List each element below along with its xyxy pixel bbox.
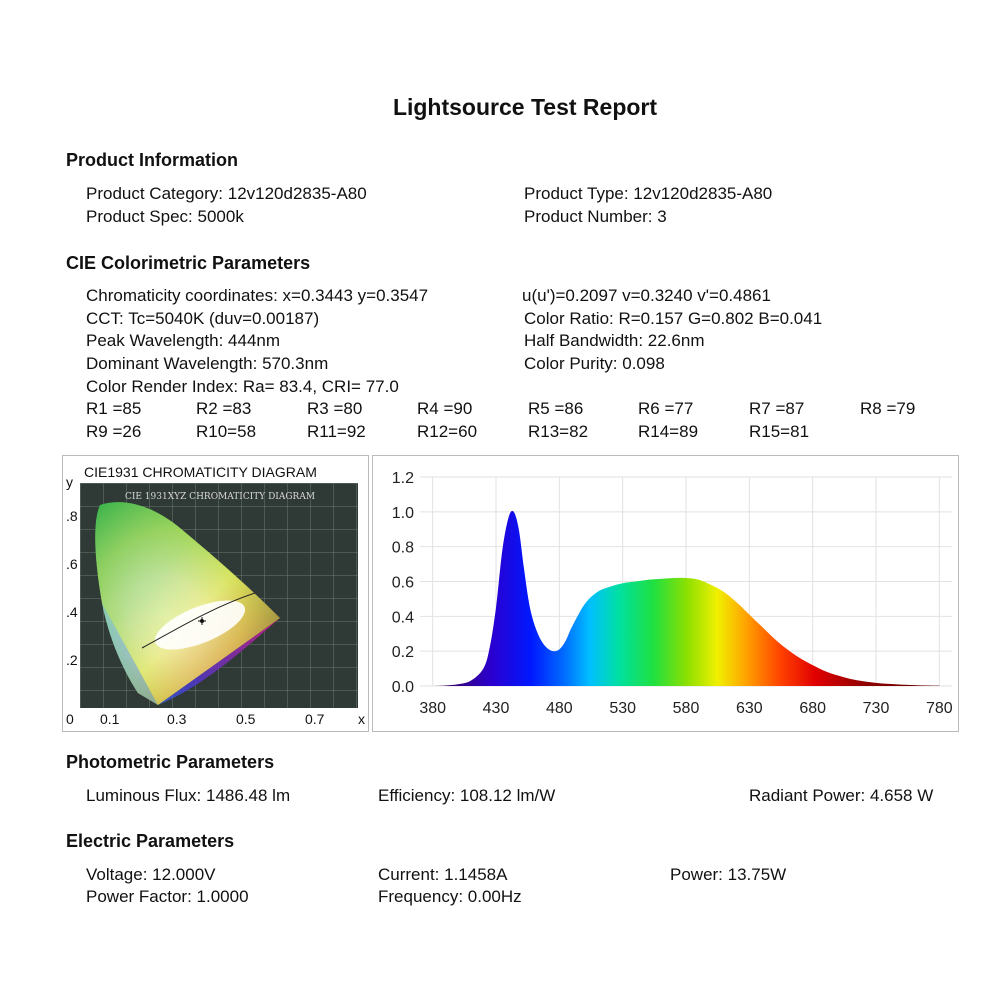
uv-coordinates: u(u')=0.2097 v=0.3240 v'=0.4861 [522,286,771,305]
product-info-heading: Product Information [66,150,238,170]
cie-chromaticity-image [80,483,358,708]
cie-inner-caption: CIE 1931XYZ CHROMATICITY DIAGRAM [124,492,316,502]
r-value: R9 =26 [86,422,142,441]
dominant-wavelength: Dominant Wavelength: 570.3nm [86,354,329,373]
color-ratio: Color Ratio: R=0.157 G=0.802 B=0.041 [524,309,823,328]
y-tick-label: 0.2 [391,644,414,662]
r-value: R15=81 [749,422,810,441]
chromaticity-coordinates: Chromaticity coordinates: x=0.3443 y=0.3547 [86,286,429,305]
cie-y-tick: .4 [66,604,78,620]
cie-x-tick: 0.1 [100,711,120,727]
product-type: Product Type: 12v120d2835-A80 [524,184,773,203]
x-tick-label: 480 [545,700,573,717]
r-value: R7 =87 [749,399,805,418]
product-spec: Product Spec: 5000k [86,207,244,226]
r-value: R1 =85 [86,399,142,418]
cie-y-axis-label: y [66,474,73,490]
y-tick-label: 0.4 [391,609,414,627]
power: Power: 13.75W [670,865,787,884]
electric-heading: Electric Parameters [66,831,235,851]
x-tick-label: 780 [925,700,953,717]
cie-y-tick: .8 [66,508,78,524]
r-value: R2 =83 [196,399,252,418]
r-value: R14=89 [638,422,699,441]
product-number: Product Number: 3 [524,207,667,226]
current: Current: 1.1458A [378,865,508,884]
half-bandwidth: Half Bandwidth: 22.6nm [524,331,705,350]
y-tick-label: 0.8 [391,539,414,557]
r-value: R6 =77 [638,399,694,418]
cie-x-tick: 0.3 [167,711,187,727]
x-tick-label: 680 [799,700,827,717]
cie-x-tick: 0 [66,711,74,727]
y-tick-label: 1.0 [391,504,414,522]
luminous-flux: Luminous Flux: 1486.48 lm [86,786,291,805]
y-tick-label: 1.2 [391,470,414,487]
cie-x-axis-label: x [358,711,365,727]
radiant-power: Radiant Power: 4.658 W [749,786,934,805]
photometric-heading: Photometric Parameters [66,752,275,772]
efficiency: Efficiency: 108.12 lm/W [378,786,556,805]
peak-wavelength: Peak Wavelength: 444nm [86,331,281,350]
voltage: Voltage: 12.000V [86,865,216,884]
r-value: R10=58 [196,422,257,441]
x-tick-label: 530 [609,700,637,717]
r-value: R3 =80 [307,399,363,418]
cie-y-tick: .6 [66,556,78,572]
cie-y-tick: .2 [66,652,78,668]
r-value: R5 =86 [528,399,584,418]
product-category: Product Category: 12v120d2835-A80 [86,184,367,203]
cie-diagram-title: CIE1931 CHROMATICITY DIAGRAM [84,464,317,480]
x-tick-label: 730 [862,700,890,717]
report-title: Lightsource Test Report [392,94,658,120]
r-value: R8 =79 [860,399,916,418]
cie-params-heading: CIE Colorimetric Parameters [66,253,311,273]
y-axis-ticks [392,470,414,696]
r-value: R12=60 [417,422,478,441]
spectral-distribution-chart [380,462,960,724]
color-render-index: Color Render Index: Ra= 83.4, CRI= 77.0 [86,377,399,396]
cie-x-tick: 0.5 [236,711,256,727]
r-value: R13=82 [528,422,589,441]
frequency: Frequency: 0.00Hz [378,887,522,906]
color-purity: Color Purity: 0.098 [524,354,665,373]
cct-value: CCT: Tc=5040K (duv=0.00187) [86,309,320,328]
x-tick-label: 630 [735,700,763,717]
y-tick-label: 0.6 [391,574,414,592]
x-tick-label: 430 [482,700,510,717]
x-axis-ticks [419,700,952,717]
cie-x-tick: 0.7 [305,711,325,727]
x-tick-label: 580 [672,700,700,717]
power-factor: Power Factor: 1.0000 [86,887,249,906]
y-tick-label: 0.0 [391,679,414,696]
r-value: R4 =90 [417,399,473,418]
r-value: R11=92 [307,422,366,441]
x-tick-label: 380 [419,700,447,717]
